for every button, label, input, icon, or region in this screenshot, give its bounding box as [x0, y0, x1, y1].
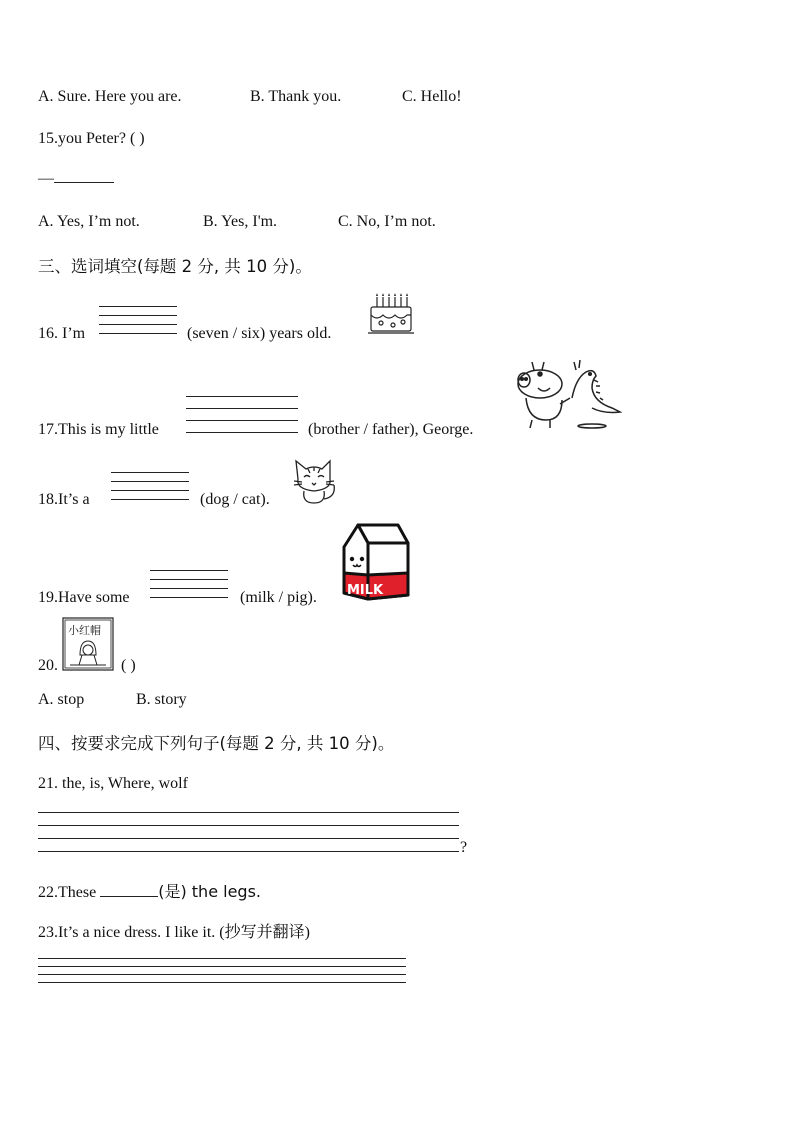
q22-prefix: 22.These	[38, 884, 97, 901]
q20-prefix: 20.	[38, 657, 58, 674]
q20-answer-paren: ( )	[121, 657, 136, 674]
q18-writing-lines	[111, 472, 189, 502]
q14-option-a: A. Sure. Here you are.	[38, 88, 182, 105]
q17-prefix: 17.This is my little	[38, 421, 159, 438]
q19-writing-lines	[150, 570, 228, 600]
q19-suffix: (milk / pig).	[240, 589, 317, 606]
q17-suffix: (brother / father), George.	[308, 421, 474, 438]
q14-option-c: C. Hello!	[402, 88, 462, 105]
q15-option-c: C. No, I’m not.	[338, 213, 436, 230]
birthday-cake-icon	[367, 291, 415, 337]
q20-option-b: B. story	[136, 691, 187, 708]
storybook-title: 小红帽	[68, 624, 101, 637]
q21-writing-lines	[38, 812, 459, 854]
q18-suffix: (dog / cat).	[200, 491, 270, 508]
q16-suffix: (seven / six) years old.	[187, 325, 332, 342]
section3-title: 三、选词填空(每题 2 分, 共 10 分)。	[38, 257, 312, 276]
q15-option-b: B. Yes, I'm.	[203, 213, 278, 230]
dash-mark: —	[38, 170, 54, 187]
cat-icon	[290, 455, 340, 505]
q15-option-a: A. Yes, I’m not.	[38, 213, 140, 230]
q22-sentence	[38, 879, 261, 902]
q18-prefix: 18.It’s a	[38, 491, 90, 508]
q23-sentence: 23.It’s a nice dress. I like it. (抄写并翻译)	[38, 924, 310, 941]
q16-writing-lines	[99, 306, 177, 336]
q22-suffix: (是) the legs.	[158, 882, 261, 901]
q15-question: 15.you Peter? ( )	[38, 130, 145, 147]
peppa-george-icon	[512, 358, 622, 432]
milk-carton-icon	[338, 521, 416, 603]
q20-option-a: A. stop	[38, 691, 85, 708]
q15-answer-dash	[38, 170, 114, 188]
q22-blank	[100, 896, 158, 897]
q14-option-b: B. Thank you.	[250, 88, 342, 105]
q17-writing-lines	[186, 396, 298, 436]
answer-blank	[54, 182, 114, 183]
q21-words: 21. the, is, Where, wolf	[38, 775, 188, 792]
section4-title: 四、按要求完成下列句子(每题 2 分, 共 10 分)。	[38, 734, 395, 753]
q23-writing-lines	[38, 958, 406, 984]
q21-question-mark: ?	[460, 839, 468, 856]
storybook-icon	[62, 617, 114, 671]
q16-prefix: 16. I’m	[38, 325, 86, 342]
milk-carton-label: MILK	[347, 583, 384, 598]
q19-prefix: 19.Have some	[38, 589, 130, 606]
